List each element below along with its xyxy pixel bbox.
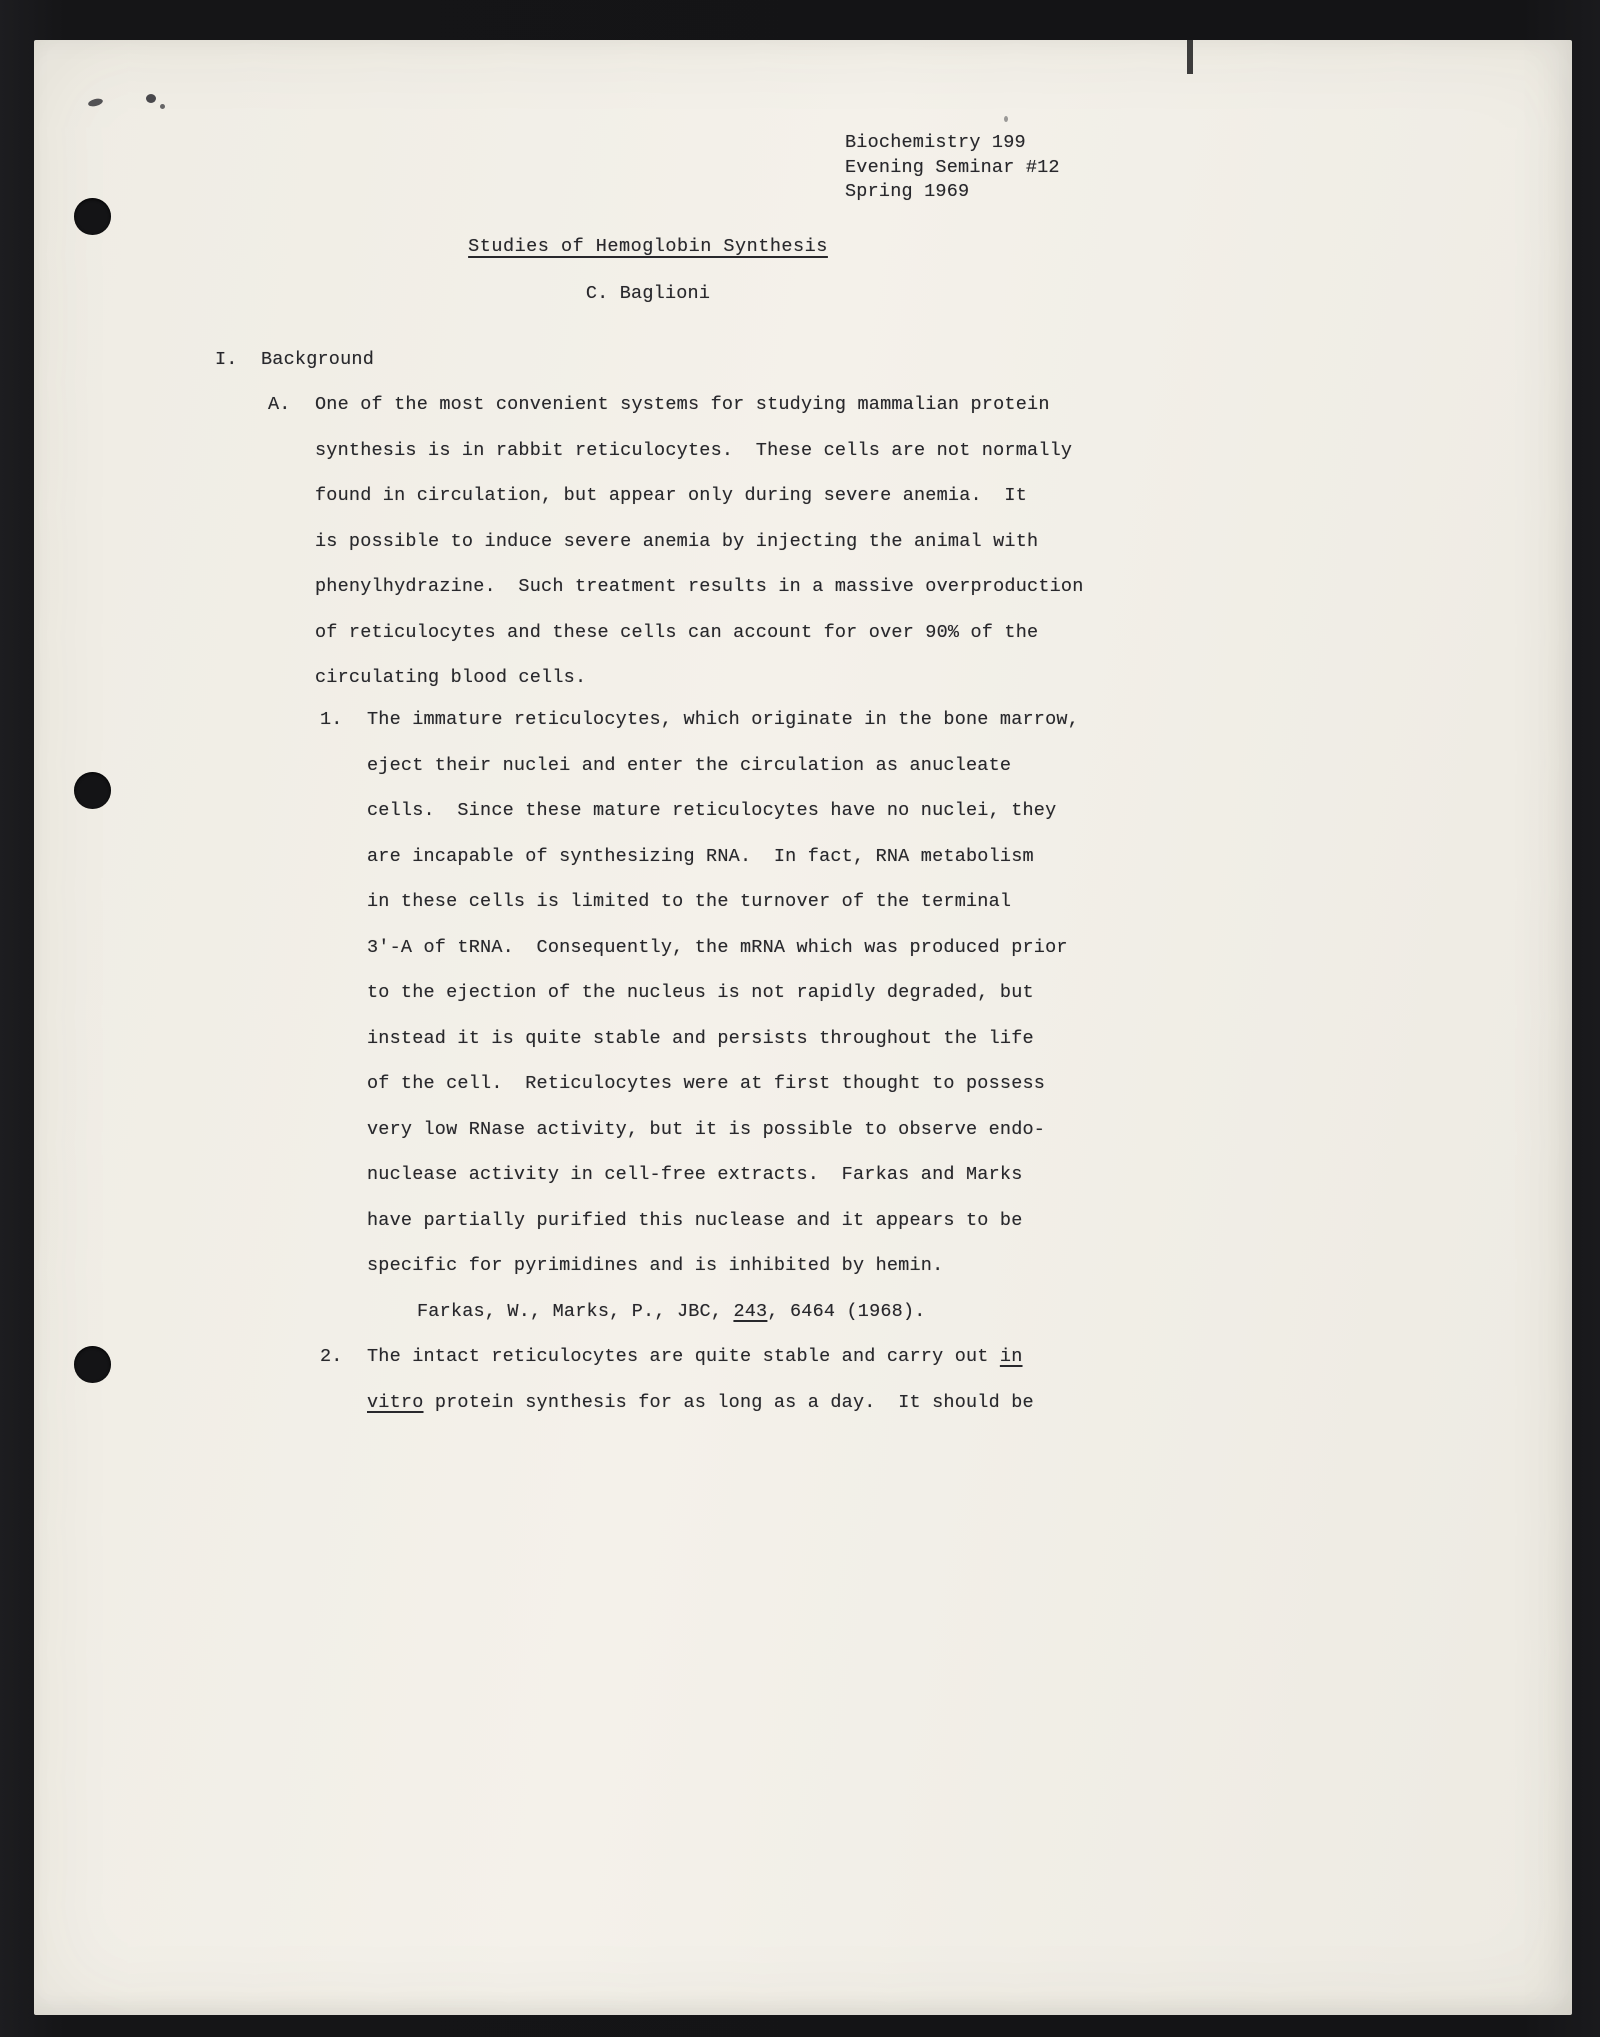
text-line: specific for pyrimidines and is inhibited by hemin. <box>367 1255 944 1276</box>
paragraph-2 <box>367 1334 1034 1425</box>
text-line: cells. Since these mature reticulocytes have no nuclei, they <box>367 800 1057 821</box>
text-line: nuclease activity in cell-free extracts. Farkas and Marks <box>367 1164 1023 1185</box>
text-line: are incapable of synthesizing RNA. In fact, RNA metabolism <box>367 845 1034 867</box>
citation-line: Farkas, W., Marks, P., JBC, 243, 6464 (1968). <box>417 1301 926 1322</box>
text-line: instead it is quite stable and persists throughout the life <box>367 1027 1034 1049</box>
text-line: in these cells is limited to the turnover of the terminal <box>367 891 1012 912</box>
text-line: One of the most convenient systems for studying mammalian protein <box>315 394 1050 415</box>
paragraph-a <box>315 382 1084 701</box>
text-line: very low RNase activity, but it is possible to observe endo- <box>367 1118 1046 1140</box>
text-line: is possible to induce severe anemia by injecting the animal with <box>315 530 1039 552</box>
punch-hole-middle <box>74 772 111 809</box>
scan-smudge <box>160 104 165 109</box>
text-line: Evening Seminar #12 <box>845 156 1060 178</box>
text-line: of the cell. Reticulocytes were at first thought to possess <box>367 1073 1046 1094</box>
item-a-marker: A. <box>268 394 291 415</box>
subitem-1-marker: 1. <box>320 709 343 730</box>
subitem-2-marker: 2. <box>320 1346 343 1367</box>
section-number: I. <box>215 349 238 370</box>
text-line: found in circulation, but appear only during severe anemia. It <box>315 485 1028 506</box>
text-line: circulating blood cells. <box>315 667 587 688</box>
text-line: vitro protein synthesis for as long as a day. It should be <box>367 1391 1034 1413</box>
document-author: C. Baglioni <box>585 283 711 304</box>
text-line: Biochemistry 199 <box>845 132 1026 153</box>
text-line: to the ejection of the nucleus is not rapidly degraded, but <box>367 982 1034 1003</box>
text-line: 3'-A of tRNA. Consequently, the mRNA which was produced prior <box>367 936 1068 958</box>
text-line: The intact reticulocytes are quite stable and carry out in <box>367 1346 1023 1367</box>
paragraph-1 <box>367 697 1079 1289</box>
text-line: eject their nuclei and enter the circulation as anucleate <box>367 754 1012 776</box>
course-header <box>845 131 1060 205</box>
scan-edge-artifact <box>1187 40 1193 74</box>
text-line: of reticulocytes and these cells can account for over 90% of the <box>315 621 1039 643</box>
scan-smudge <box>146 94 156 103</box>
punch-hole-top <box>74 198 111 235</box>
punch-hole-bottom <box>74 1346 111 1383</box>
text-line: Spring 1969 <box>845 181 970 202</box>
text-line: synthesis is in rabbit reticulocytes. These cells are not normally <box>315 439 1073 461</box>
text-line: phenylhydrazine. Such treatment results in a massive overproduction <box>315 576 1084 597</box>
scan-artifact <box>1004 116 1008 122</box>
text-line: The immature reticulocytes, which originate in the bone marrow, <box>367 709 1080 730</box>
section-title: Background <box>261 349 375 370</box>
text-line: have partially purified this nuclease and it appears to be <box>367 1209 1023 1231</box>
document-title: Studies of Hemoglobin Synthesis <box>468 236 828 257</box>
